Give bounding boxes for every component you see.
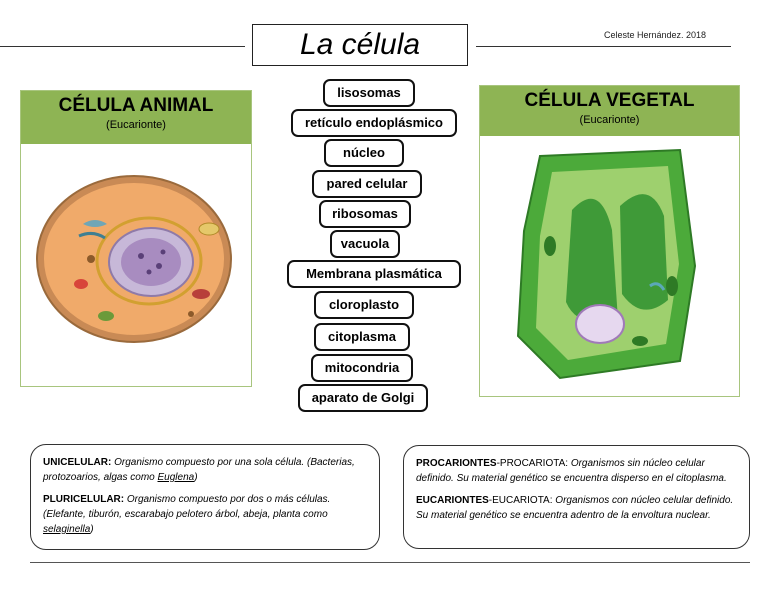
page-title: La célula (252, 24, 468, 66)
header-rule-left (0, 46, 245, 47)
plant-cell-title: CÉLULA VEGETAL (524, 90, 695, 111)
label-cloroplasto: cloroplasto (314, 291, 414, 319)
animal-cell-subtitle: (Eucarionte) (106, 119, 166, 131)
plant-cell-header (480, 86, 739, 136)
plant-cell-panel (479, 85, 740, 397)
label-membrana-plasmatica: Membrana plasmática (287, 260, 461, 288)
definition-procariontes (416, 456, 737, 486)
label-nucleo: núcleo (324, 139, 404, 167)
label-pared-celular: pared celular (312, 170, 422, 198)
label-reticulo-endoplasmico: retículo endoplásmico (291, 109, 457, 137)
text-unicelular: Organismo compuesto por una sola célula. (Bacterias, protozoarios, algas como (43, 457, 355, 483)
text-pluricelular-end: ) (90, 524, 94, 535)
author-credit: Celeste Hernández. 2018 (604, 30, 707, 40)
definition-pluricelular (43, 492, 367, 537)
plant-cell-subtitle: (Eucarionte) (579, 114, 640, 126)
term-procariota: -PROCARIOTA: (496, 458, 569, 469)
term-unicelular: UNICELULAR: (43, 457, 112, 468)
term-pluricelular: PLURICELULAR: (43, 494, 125, 505)
text-procariontes: Organismos sin núcleo celular definido. Su material genético se encuentra disperso en el citoplasma. (416, 458, 727, 484)
plant-cell-illustration (480, 136, 738, 394)
header-rule-right (476, 46, 731, 47)
example-selaginella: selaginella (43, 524, 91, 535)
animal-cell-panel (20, 90, 252, 387)
animal-cell-illustration (21, 144, 250, 384)
animal-cell-title: CÉLULA ANIMAL (58, 95, 214, 116)
label-aparato-de-golgi: aparato de Golgi (298, 384, 428, 412)
definitions-box-right (403, 445, 750, 549)
definitions-box-left (30, 444, 380, 550)
definition-unicelular (43, 455, 367, 485)
footer-rule (30, 562, 750, 563)
text-unicelular-end: ) (194, 472, 198, 483)
label-vacuola: vacuola (330, 230, 400, 258)
label-mitocondria: mitocondria (311, 354, 413, 382)
label-lisosomas: lisosomas (323, 79, 415, 107)
text-pluricelular: Organismo compuesto por dos o más células. (Elefante, tiburón, escarabajo pelotero árbol, abeja, planta como (43, 494, 331, 520)
term-eucariota: -EUCARIOTA: (488, 495, 553, 506)
label-ribosomas: ribosomas (319, 200, 411, 228)
term-procariontes: PROCARIONTES (416, 458, 497, 469)
definition-eucariontes (416, 493, 737, 523)
example-euglena: Euglena (157, 472, 195, 483)
text-eucariontes: Organismos con núcleo celular definido. Su material genético se encuentra adentro de la envoltura nuclear. (416, 495, 734, 521)
term-eucariontes: EUCARIONTES (416, 495, 489, 506)
label-citoplasma: citoplasma (314, 323, 410, 351)
animal-cell-header (21, 91, 251, 144)
